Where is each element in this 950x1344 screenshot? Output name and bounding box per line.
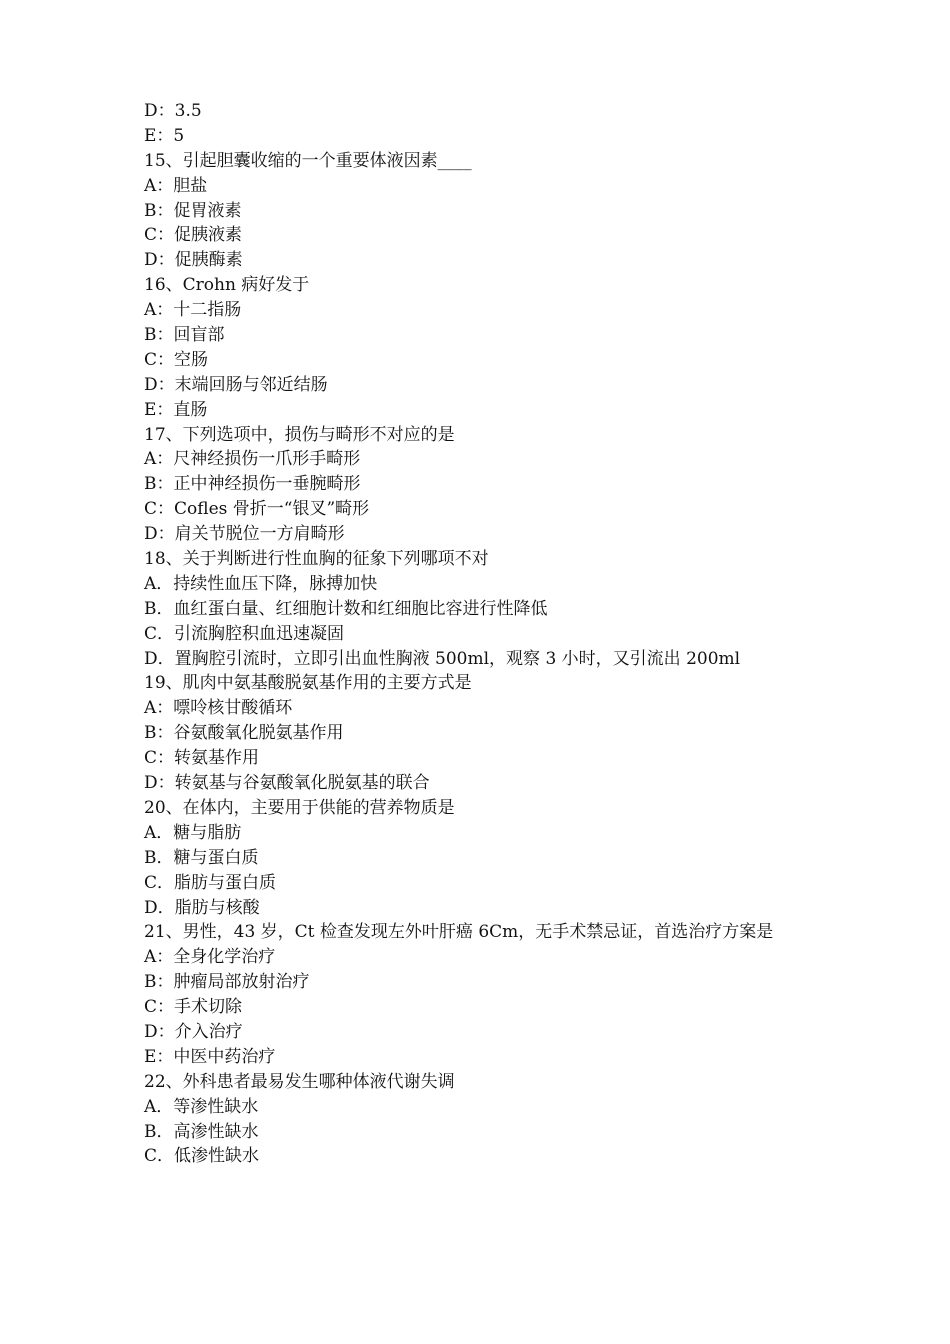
option-c: C．脂肪与蛋白质 xyxy=(144,872,277,893)
option-d: D：促胰酶素 xyxy=(144,250,243,271)
option-c: C：Cofles 骨折一“银叉”畸形 xyxy=(144,499,370,520)
option-b: B：谷氨酸氧化脱氨基作用 xyxy=(144,723,344,744)
question-16: 16、Crohn 病好发于 xyxy=(144,275,310,296)
option-d: D：介入治疗 xyxy=(144,1021,243,1042)
option-c: C：转氨基作用 xyxy=(144,748,260,769)
document-body xyxy=(144,99,824,1169)
option-d: D．置胸腔引流时，立即引出血性胸液 500ml，观察 3 小时，又引流出 200ml xyxy=(144,648,741,669)
option-a: A．持续性血压下降，脉搏加快 xyxy=(144,573,378,594)
option-a: A：嘌呤核甘酸循环 xyxy=(144,698,293,719)
option-b: B：肿瘤局部放射治疗 xyxy=(144,972,310,993)
option-d: D．脂肪与核酸 xyxy=(144,897,260,918)
question-15: 15、引起胆囊收缩的一个重要体液因素____ xyxy=(144,150,472,171)
question-17: 17、下列选项中，损伤与畸形不对应的是 xyxy=(144,424,455,445)
question-20: 20、在体内，主要用于供能的营养物质是 xyxy=(144,797,455,818)
option-a: A：尺神经损伤一爪形手畸形 xyxy=(144,449,361,470)
option-a: A．等渗性缺水 xyxy=(144,1096,259,1117)
question-19: 19、肌肉中氨基酸脱氨基作用的主要方式是 xyxy=(144,673,472,694)
question-18: 18、关于判断进行性血胸的征象下列哪项不对 xyxy=(144,549,489,570)
option-c: C．低渗性缺水 xyxy=(144,1146,260,1167)
option-c: C．引流胸腔积血迅速凝固 xyxy=(144,623,345,644)
option-b: B：回盲部 xyxy=(144,325,225,346)
option-e: E：直肠 xyxy=(144,399,208,420)
option-d: D：肩关节脱位一方肩畸形 xyxy=(144,524,345,545)
question-21: 21、男性，43 岁，Ct 检查发现左外叶肝癌 6Cm，无手术禁忌证，首选治疗方案是 xyxy=(144,922,774,943)
option-b: B：正中神经损伤一垂腕畸形 xyxy=(144,474,361,495)
option-c: C：促胰液素 xyxy=(144,225,243,246)
option-b: B．血红蛋白量、红细胞计数和红细胞比容进行性降低 xyxy=(144,598,548,619)
option-d: D：转氨基与谷氨酸氧化脱氨基的联合 xyxy=(144,773,430,794)
option-c: C：手术切除 xyxy=(144,997,243,1018)
option-e: E：5 xyxy=(144,125,185,146)
option-a: A：十二指肠 xyxy=(144,300,242,321)
option-b: B．高渗性缺水 xyxy=(144,1121,259,1142)
option-a: A：胆盐 xyxy=(144,175,208,196)
option-a: A．糖与脂肪 xyxy=(144,822,242,843)
option-e: E：中医中药治疗 xyxy=(144,1046,276,1067)
option-d: D：3.5 xyxy=(144,101,202,121)
option-d: D：末端回肠与邻近结肠 xyxy=(144,374,328,395)
option-c: C：空肠 xyxy=(144,349,209,370)
option-a: A：全身化学治疗 xyxy=(144,947,276,968)
question-22: 22、外科患者最易发生哪种体液代谢失调 xyxy=(144,1071,455,1092)
option-b: B：促胃液素 xyxy=(144,200,242,221)
option-b: B．糖与蛋白质 xyxy=(144,847,259,868)
